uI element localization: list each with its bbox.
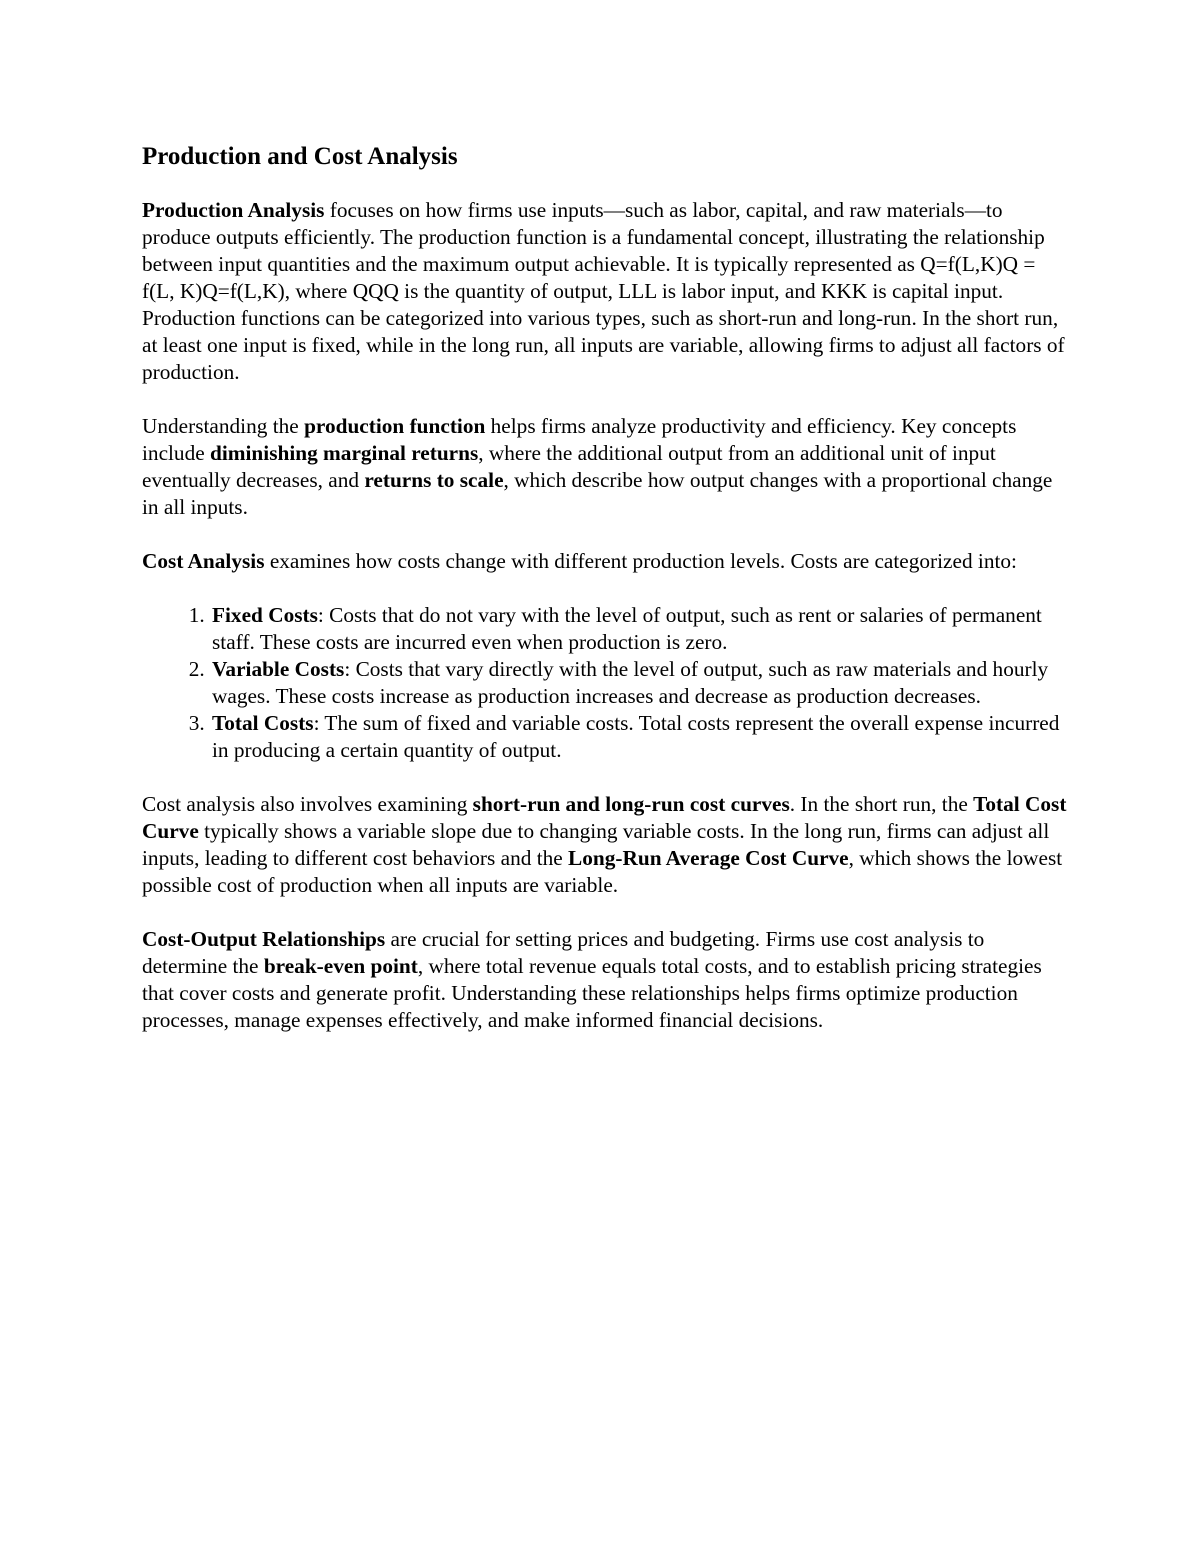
bold-term: production function xyxy=(304,414,486,438)
bold-term: Cost Analysis xyxy=(142,549,265,573)
paragraph-production-function xyxy=(142,413,1072,521)
paragraph-text: . In the short run, the xyxy=(789,792,974,816)
bold-term: returns to scale xyxy=(364,468,504,492)
bold-term: Fixed Costs xyxy=(212,603,318,627)
paragraph-cost-analysis xyxy=(142,548,1072,575)
list-item xyxy=(210,710,1072,764)
list-item xyxy=(210,656,1072,710)
paragraph-production-analysis xyxy=(142,197,1072,386)
paragraph-text: typically shows a variable slope due to changing variable costs. In the long run, firms can adjust all inputs, leading to different cost behaviors and the xyxy=(142,819,1050,870)
paragraph-text: , which describe how output changes with a proportional change in all inputs. xyxy=(142,468,1053,519)
list-item xyxy=(210,602,1072,656)
document-title: Production and Cost Analysis xyxy=(142,143,458,170)
paragraph-text: helps firms analyze productivity and efficiency. Key concepts include xyxy=(142,414,1017,465)
paragraph-text: Understanding the xyxy=(142,414,305,438)
list-item-text: : Costs that vary directly with the level of output, such as raw materials and hourly wages. These costs increase as production increases and decrease as production decreases. xyxy=(212,657,1049,708)
list-item-text: : The sum of fixed and variable costs. Total costs represent the overall expense incurred in producing a certain quantity of output. xyxy=(212,711,1060,762)
paragraph-text: , where total revenue equals total costs, and to establish pricing strategies that cover costs and generate profit. Understanding these relationships helps firms optimize production processes, manage expenses effectively, and make informed financial decisions. xyxy=(142,954,1042,1032)
bold-term: Total Costs xyxy=(212,711,314,735)
bold-term: Long-Run Average Cost Curve xyxy=(568,846,849,870)
bold-term: Production Analysis xyxy=(142,198,325,222)
paragraph-text: examines how costs change with different production levels. Costs are categorized into: xyxy=(264,549,1017,573)
list-item-text: : Costs that do not vary with the level of output, such as rent or salaries of permanent staff. These costs are incurred even when production is zero. xyxy=(212,603,1042,654)
bold-term: short-run and long-run cost curves xyxy=(472,792,790,816)
cost-types-list xyxy=(142,602,1072,764)
paragraph-text: Cost analysis also involves examining xyxy=(142,792,473,816)
bold-term: diminishing marginal returns xyxy=(210,441,479,465)
paragraph-text: are crucial for setting prices and budgeting. Firms use cost analysis to determine the xyxy=(142,927,985,978)
paragraph-cost-curves xyxy=(142,791,1072,899)
paragraph-cost-output xyxy=(142,926,1072,1034)
document-page xyxy=(142,140,1072,1061)
paragraph-text: , where the additional output from an additional unit of input eventually decreases, and xyxy=(142,441,996,492)
bold-term: Variable Costs xyxy=(212,657,345,681)
bold-term: Total Cost Curve xyxy=(142,792,1067,843)
bold-term: Cost-Output Relationships xyxy=(142,927,386,951)
paragraph-text: , which shows the lowest possible cost of production when all inputs are variable. xyxy=(142,846,1063,897)
bold-term: break-even point xyxy=(263,954,418,978)
paragraph-text: focuses on how firms use inputs—such as labor, capital, and raw materials—to produce outputs efficiently. The production function is a fundamental concept, illustrating the relationship between input quantities and the maximum output achievable. It is typically represented as Q=f(L,K)Q = f(L, K)Q=f(L,K), where QQQ is the quantity of output, LLL is labor input, and KKK is capital input. Production functions can be categorized into various types, such as short-run and long-run. In the short run, at least one input is fixed, while in the long run, all inputs are variable, allowing firms to adjust all factors of production. xyxy=(142,198,1065,384)
